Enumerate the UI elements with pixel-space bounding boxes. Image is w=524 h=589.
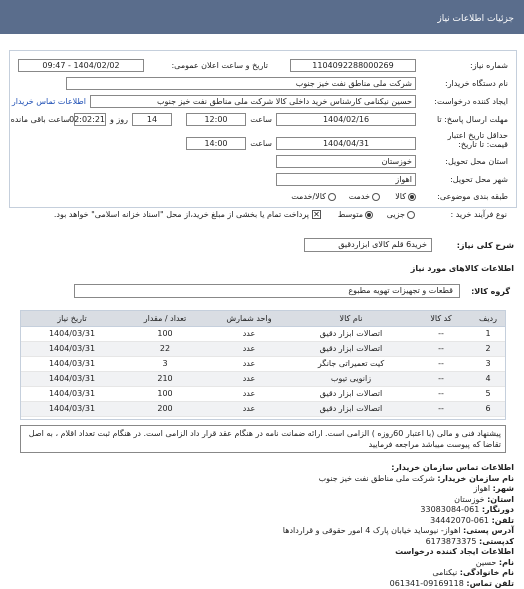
contact-line-label: تلفن تماس: (466, 579, 514, 588)
city-row (18, 173, 508, 187)
summary-label: شرح کلی نیاز: (457, 241, 514, 250)
contact-line (14, 568, 514, 579)
cell-unit: عدد (207, 401, 291, 416)
process-option-minor-label: جزیی (387, 210, 405, 219)
table-row (21, 401, 505, 416)
col-unit: واحد شمارش (207, 311, 291, 326)
contact-line (14, 495, 514, 506)
contact-line-value: 061-34442070 (430, 516, 489, 525)
contact-line-label: نام سازمان خریدار: (437, 474, 514, 483)
province-row (18, 155, 508, 169)
cell-date: 1404/03/31 (21, 371, 123, 386)
validity-time-label: ساعت (250, 139, 272, 148)
cell-name: اتصالات ابزار دقیق (291, 386, 411, 401)
cell-name: اتصالات ابزار دقیق (291, 326, 411, 341)
contact-line-label: نام خانوادگی: (460, 568, 514, 577)
process-row (17, 208, 507, 222)
contact-line-value: حسین (476, 558, 497, 567)
goods-group-label: گروه کالا: (471, 287, 510, 296)
remaining-label: ساعت باقی مانده (11, 115, 70, 124)
cell-unit: عدد (207, 356, 291, 371)
contact-line-label: نام: (499, 558, 514, 567)
cell-unit: عدد (207, 326, 291, 341)
checkbox-checked-icon[interactable]: ✕ (312, 210, 321, 219)
radio-selected-icon (365, 211, 373, 219)
contact-line-value: نیکنامی (432, 568, 457, 577)
goods-info-title: اطلاعات کالاهای مورد نیاز (411, 264, 514, 273)
cell-row: 2 (471, 341, 505, 356)
validity-time-field: 14:00 (186, 137, 246, 150)
announce-label: تاریخ و ساعت اعلان عمومی: (171, 61, 268, 70)
buyer-contact-link[interactable]: اطلاعات تماس خریدار (12, 97, 86, 106)
contact-line (14, 505, 514, 516)
cell-qty: 3 (123, 356, 207, 371)
table-row (21, 371, 505, 386)
remaining-time-field: 02:02:21 (74, 113, 106, 126)
buyer-row (18, 77, 508, 91)
cell-row: 6 (471, 401, 505, 416)
contact-line-value: شرکت ملی مناطق نفت خیز جنوب (319, 474, 435, 483)
contact-line-label: کدپستی: (479, 537, 514, 546)
cell-name: کیت تعمیراتی جانگر (291, 356, 411, 371)
buyer-notes-box (20, 425, 506, 453)
page-header (0, 0, 524, 34)
category-row (18, 190, 508, 204)
need-number-field: 1104092288000269 (290, 59, 416, 72)
cell-qty: 100 (123, 326, 207, 341)
col-date: تاریخ نیاز (21, 311, 123, 326)
cell-code: -- (411, 341, 471, 356)
contact-line-label: شهر: (493, 484, 514, 493)
category-option-both[interactable] (291, 192, 336, 201)
buyer-notes-text: پیشنهاد فنی و مالی (با اعتبار 60روزه ) الزامی است. ارائه ضمانت نامه در هنگام عقد قرار داد الزامی است. در هنگام ثبت تعداد اقلام ، به اصل تقاضا که پیوست میباشد مراجعه فرمایید (29, 429, 501, 449)
deadline-time-label: ساعت (250, 115, 272, 124)
radio-icon (407, 211, 415, 219)
col-code: کد کالا (411, 311, 471, 326)
creator-field: حسین نیکنامی کارشناس خرید داخلی کالا شرکت ملی مناطق نفت خیز جنوب (90, 95, 416, 108)
contact-line (14, 484, 514, 495)
validity-label-2: قیمت: تا تاریخ: (458, 140, 508, 149)
contact-line (14, 526, 514, 537)
cell-code: -- (411, 356, 471, 371)
contact-section (14, 463, 514, 589)
process-option-medium-label: متوسط (338, 210, 363, 219)
col-qty: تعداد / مقدار (123, 311, 207, 326)
contact-line-label: آدرس پستی: (463, 526, 514, 535)
buyer-field: شرکت ملی مناطق نفت خیز جنوب (66, 77, 416, 90)
page-title: جزئیات اطلاعات نیاز (437, 14, 514, 24)
cell-qty: 100 (123, 386, 207, 401)
category-option-goods[interactable] (395, 192, 416, 201)
cell-row: 4 (471, 371, 505, 386)
deadline-date-field: 1404/02/16 (276, 113, 416, 126)
deadline-row (18, 113, 508, 127)
payment-note-text: پرداخت تمام یا بخشی از مبلغ خرید،از محل "اسناد خزانه اسلامی" خواهد بود. (54, 210, 309, 219)
need-details-panel (9, 50, 517, 208)
cell-name: اتصالات ابزار دقیق (291, 341, 411, 356)
process-option-medium[interactable] (338, 210, 373, 219)
contact-line-label: استان: (487, 495, 514, 504)
contact-line-value: اهواز (473, 484, 490, 493)
creator-row (18, 95, 508, 109)
cell-date: 1404/03/31 (21, 326, 123, 341)
province-field: خوزستان (276, 155, 416, 168)
need-number-row (18, 59, 508, 73)
validity-row (18, 131, 508, 153)
cell-code: -- (411, 386, 471, 401)
cell-date: 1404/03/31 (21, 401, 123, 416)
contact-line-value: 6173873375 (426, 537, 477, 546)
need-number-label: شماره نیاز: (470, 61, 508, 70)
contact-line (14, 474, 514, 485)
cell-code: -- (411, 326, 471, 341)
cell-unit: عدد (207, 386, 291, 401)
days-label: روز و (110, 115, 128, 124)
contact-line (14, 558, 514, 569)
cell-unit: عدد (207, 371, 291, 386)
contact-line-label: اطلاعات ایجاد کننده درخواست (395, 547, 514, 556)
validity-date-field: 1404/04/31 (276, 137, 416, 150)
goods-group-field: قطعات و تجهیزات تهویه مطبوع (74, 284, 460, 298)
summary-field: خرید6 قلم کالای ابزاردقیق (304, 238, 432, 252)
cell-date: 1404/03/31 (21, 341, 123, 356)
col-row: ردیف (471, 311, 505, 326)
category-option-goods-label: کالا (395, 192, 406, 201)
buyer-label: نام دستگاه خریدار: (445, 79, 508, 88)
city-field: اهواز (276, 173, 416, 186)
radio-selected-icon (408, 193, 416, 201)
category-option-service[interactable] (349, 192, 380, 201)
creator-label: ایجاد کننده درخواست: (434, 97, 508, 106)
table-row (21, 341, 505, 356)
contact-line (14, 516, 514, 527)
deadline-time-field: 12:00 (186, 113, 246, 126)
cell-row: 1 (471, 326, 505, 341)
table-row (21, 326, 505, 341)
col-name: نام کالا (291, 311, 411, 326)
radio-icon (372, 193, 380, 201)
contact-line-value: خوزستان (454, 495, 484, 504)
contact-line (14, 547, 514, 558)
contact-line-label: تلفن: (492, 516, 514, 525)
table-header-row (21, 311, 505, 326)
process-label: نوع فرآیند خرید : (450, 210, 507, 219)
deadline-label: مهلت ارسال پاسخ: تا (437, 115, 508, 124)
contact-line-value: اهواز- نیوساید خیابان پارک 4 امور حقوقی و قراردادها (283, 526, 461, 535)
announce-datetime-field: 1404/02/02 - 09:47 (18, 59, 144, 72)
cell-unit: عدد (207, 341, 291, 356)
category-label: طبقه بندی موضوعی: (437, 192, 508, 201)
province-label: استان محل تحویل: (445, 157, 508, 166)
process-option-minor[interactable] (387, 210, 415, 219)
cell-code: -- (411, 371, 471, 386)
days-field: 14 (132, 113, 172, 126)
cell-date: 1404/03/31 (21, 356, 123, 371)
category-option-both-label: کالا/خدمت (291, 192, 326, 201)
goods-table (20, 310, 506, 420)
cell-qty: 22 (123, 341, 207, 356)
category-option-service-label: خدمت (349, 192, 370, 201)
cell-row: 3 (471, 356, 505, 371)
city-label: شهر محل تحویل: (450, 175, 508, 184)
contact-line-label: دورنگار: (482, 505, 514, 514)
validity-label-1: حداقل تاریخ اعتبار (448, 131, 508, 140)
cell-qty: 210 (123, 371, 207, 386)
contact-line-value: 061-33083084 (420, 505, 479, 514)
contact-title: اطلاعات تماس سازمان خریدار: (14, 463, 514, 474)
cell-name: اتصالات ابزار دقیق (291, 401, 411, 416)
cell-name: زانویی تیوب (291, 371, 411, 386)
table-row (21, 386, 505, 401)
contact-line (14, 579, 514, 589)
cell-row: 5 (471, 386, 505, 401)
cell-date: 1404/03/31 (21, 386, 123, 401)
contact-line (14, 537, 514, 548)
cell-qty: 200 (123, 401, 207, 416)
radio-icon (328, 193, 336, 201)
table-row (21, 356, 505, 371)
contact-line-value: 09169118-061341 (390, 579, 464, 588)
cell-code: -- (411, 401, 471, 416)
payment-note (54, 210, 321, 219)
